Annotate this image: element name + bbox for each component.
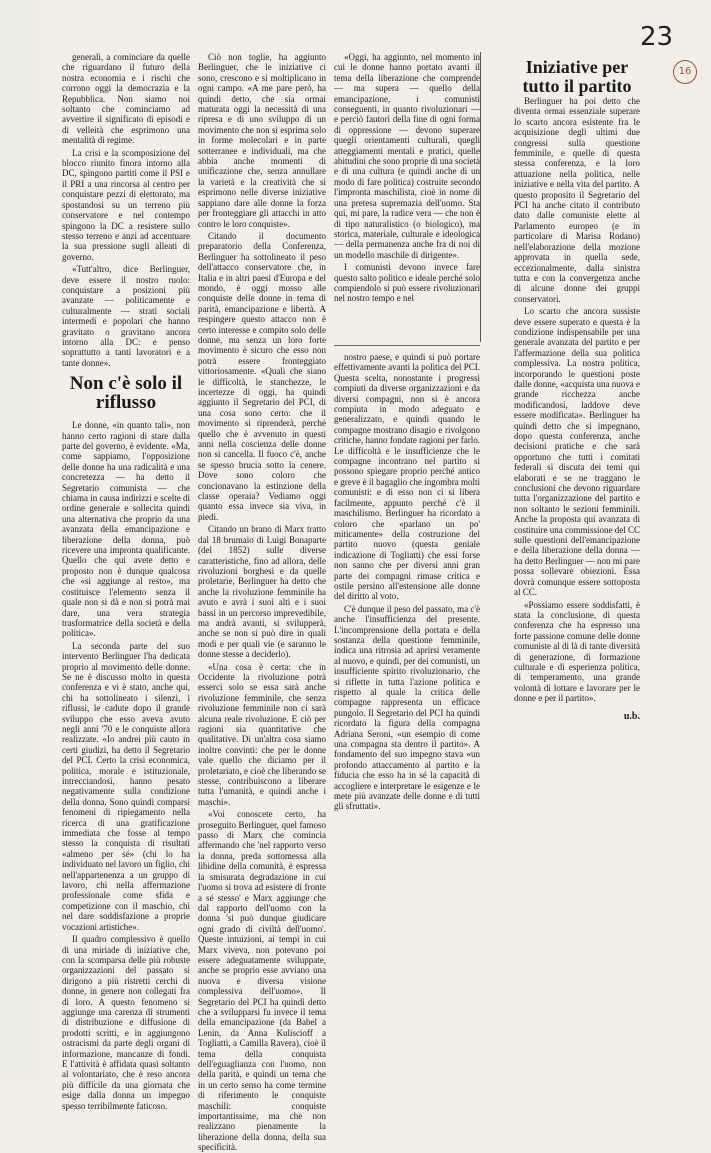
paragraph: «Possiamo essere soddisfatti, è stata la conclusione, di questa conferenza che ha espresso una forte passione comune delle donne comuniste al di là di tante diversità di generazione, di formazione culturale e di esperienza politica, di temperamento, una grande volontà di lottare e lavorare per le donne e per il partito». [514,599,640,704]
paragraph: «Una cosa è certa: che in Occidente la rivoluzione potrà esserci solo se essa sarà anche rivoluzione femminile, che senza rivoluzione femminile non ci sarà alcuna reale rivoluzione. E ciò per ragioni sia quantitative che qualitative. Di un'altra cosa siamo inoltre convinti: che per le donne vale quello che diciamo per il proletariato, e cioè che liberando se stesse, contribuiscono a liberare tutta l'umanità, e quindi anche i maschi». [198,661,326,807]
column-3 [334,352,480,1067]
col1-body-after [62,420,190,1111]
paragraph: Le donne, «in quanto tali», non hanno certo ragioni di stare dalla parte del governo, è evidente. «Ma, come sappiamo, l'opposizione delle donne ha una radicalità e una concretezza — ha detto il Segretario comunista — che chiama in causa indirizzi e scelte di ordine generale e sollecita quindi una alternativa che proprio da una avanzata della emancipazione e liberazione della donna, può ricevere una impronta qualificante. Quello che qui avete detto e proposto non è dunque qualcosa che «si aggiunge al resto», ma costituisce l'elemento senza il quale non si dà e non si potrà mai dare, una vera strategia trasformatrice della società e della politica». [62,420,190,639]
divider [334,345,480,346]
column-4 [514,96,640,856]
column-1 [62,52,190,1111]
headline-non-ce-solo-il-riflusso: Non c'è solo il riflusso [69,373,183,414]
paragraph: Il quadro complessivo è quello di una miriade di iniziative che, con la scomparsa delle più robuste organizzazioni del passato si dirigono a più ristretti cerchi di donne, in genere non collegati fra di loro. A questo fenomeno si aggiunge una carenza di strumenti di distribuzione e diffusione di prodotti scritti, e in aggiungono ostracismi da parte degli organi di informazione, mancanze di fondi. E l'attività è affidata quasi soltanto al volontariato, che è reso ancora più difficile da una giornata che esige dalla donna un impegno spesso terribilmente faticoso. [62,934,190,1111]
column-3-boxed [334,52,480,342]
paragraph: La crisi e la scomposizione del blocco riunito finora intorno alla DC, spingono partiti come il PSI e il PRI a una rincorsa al centro per conquistare pezzi di elettorato, ma spostandosi su un terreno più conservatore e nel contempo spingono la DC a resistere sullo stesso terreno e anzi ad accentuare la sua pressione sugli alleati di governo. [62,147,190,262]
paragraph: «Oggi, ha aggiunto, nel momento in cui le donne hanno portato avanti il tema della liberazione che comprende — ma supera — quello della emancipazione, i comunisti conseguenti, in quanto rivoluzionari — e perciò fautori della fine di ogni forma di oppressione — devono superare quegli orientamenti culturali, quegli atteggiamenti mentali e pratici, quelle abitudini che sono proprie di una società e di una cultura (e quindi anche di un modo di fare politica) costruite secondo l'impronta maschilista, cioè in nome di una pretesa supremazia dell'uomo. Sta qui, mi pare, la radice vera — che non è di tipo naturalistico (o biologico), ma storica, materiale, culturale e ideologica — della permanenza anche fra di noi di un modello maschile di dirigente». [334,52,480,260]
archive-stamp: 16 [673,60,697,84]
headline-iniziative-per-tutto-il-partito: Iniziative per tutto il partito [522,57,632,96]
paragraph: «Tutt'altro, dice Berlinguer, deve essere il nostro ruolo: conquistare a posizioni più avanzate — politicamente e culturalmente — strati sociali intermedi e popolari che hanno gravitato o gravitano ancora intorno alla DC: e penso soprattutto a tanti lavoratori e a tante donne». [62,264,190,368]
col1-body [62,52,190,368]
scan-left-margin [0,0,40,1080]
author-signature: u.b. [623,710,640,722]
paragraph: Citando il documento preparatorio della Conferenza, Berlinguer ha sottolineato il peso dell'attacco conservatore che, in Italia e in altri paesi d'Europa e del mondo, è oggi mosso alle conquiste delle donne in tema di parità, emancipazione e libertà. A respingere questo attacco non è certo interesse e compito solo delle donne, ma senza un loro forte movimento è sicuro che esso non potrà essere fronteggiato vittoriosamente. «Quali che siano le difficoltà, le stanchezze, le incertezze di oggi, ha quindi aggiunto il Segretario del PCI, di una cosa sono certo: che il movimento si riprenderà, perché quello che è avvenuto in questi anni nella coscienza delle donne non si cancella. Il fuoco c'è, anche se spesso brucia sotto la cenere. Dove sono coloro che concionavano la estinzione della classe operaia? Vediamo oggi quanto essa invece sia viva, in piedi. [198,230,326,522]
paragraph: Lo scarto che ancora sussiste deve essere superato e questa è la condizione indispensabile per una generale avanzata del partito e per l'affermazione della sua politica complessiva. La nostra politica, incorporando le questioni poste dalle donne, «acquista una nuova e grande ricchezza anche modificandosi, laddove deve essere modificata». Berlinguer ha quindi detto che si impegnano, dopo questa conferenza, anche decisioni pratiche e che sarà opportuno che tutti i comitati federali si discuta dei temi qui elaborati e se ne traggano le conclusioni che devono riguardare tutta l'organizzazione del partito e non soltanto le sezioni femminili. Anche la proposta qui avanzata di costituire una commissione del CC sulle questioni dell'emancipazione e della liberazione della donna — ha detto Berlinguer — non mi pare possa sollevare obiezioni. Essa dovrà comunque essere sottoposta al CC. [514,306,640,598]
column-2 [198,52,326,1153]
paragraph: C'è dunque il peso del passato, ma c'è anche l'insufficienza del presente. L'incomprensione della portata e della sostanza della questione femminile, indica una ritrosia ad aprirsi veramente al nuovo, e quindi, per dei comunisti, un insufficiente spirito rivoluzionario, che si riflette in tutta l'azione politica e rispetto al quale la critica delle compagne rappresenta un efficace pungolo. Il Segretario del PCI ha quindi ricordato la figura della compagna Adriana Seroni, «un esempio di come una compagna sta dentro il partito». A fondamento del suo impegno stava «un profondo attaccamento al partito e la fiducia che esso ha in sé la capacità di accogliere e interpretare le esigenze e le mete più avanzate delle donne e di tutti gli sfruttati». [334,603,480,812]
paragraph: generali, a cominciare da quelle che riguardano il futuro della nostra economia e i rischi che corrono oggi la democrazia e la Repubblica. Non siamo noi soltanto che cominciamo ad avvertire il significato di episodi e di velleità che esprimono una mentalità di regime. [62,52,190,146]
paragraph: «Voi conoscete certo, ha proseguito Berlinguer, quel famoso passo di Marx che comincia affermando che 'nel rapporto verso la donna, preda sottomessa alla libidine della comunità, è espressa la smisurata degradazione in cui l'uomo si trova ad esistere di fronte a sé stesso' e Marx aggiunge che dal rapporto dell'uomo con la donna 'si può dunque giudicare ogni grado di civiltà dell'uomo'. Queste intuizioni, ai tempi in cui Marx viveva, non potevano poi essere adeguatamente sviluppate, anche se proprio esse avviano una nuova e diversa visione complessiva dell'uomo». Il Segretario del PCI ha quindi detto che a svilupparsi fu invece il tema della emancipazione (da Babel a Lenin, da Anna Kuliscioff a Togliatti, a Camilla Ravera), cioè il tema della conquista dell'eguaglianza con l'uomo, non della parità, e quindi un tema che in un certo senso ha come termine di riferimento le conquiste maschili: conquiste importantissime, ma che non realizzano pienamente la liberazione della donna, della sua specificità. [198,809,326,1153]
paragraph: nostro paese, e quindi si può portare effettivamente avanti la politica del PCI. Questa scelta, nonostante i progressi compiuti da diverse organizzazioni e da diversi compagni, non si è ancora compiuta in modo adeguato e generalizzato, e quindi quando le compagne mostrano disagio e rivolgono critiche, hanno fondate ragioni per farlo. Le difficoltà e le insufficienze che le compagne incontrano nel partito si possono spiegare proprio perché antico e greve è il bagaglio che ingombra molti comunisti: e di esso non ci si libera facilmente, appunto perché c'è il maschilismo. Berlinguer ha ricordato a coloro che «parlano un po' miticamente» della costruzione del partito nuovo (questa geniale indicazione di Togliatti) che essi forse non sanno che per diversi anni gran parte dei compagni rimase critica e ostile persino all'estensione alle donne del diritto al voto. [334,352,480,602]
paragraph: La seconda parte del suo intervento Berlinguer l'ha dedicata proprio al movimento delle donne. Se ne è discusso molto in questa conferenza e vi è stato, anche qui, chi ha sottolineato i silenzi, i riflussi, le cadute dopo il grande sviluppo che esso aveva avuto negli anni '70 e le conquiste allora realizzate. «Io andrei più cauto in certi giudizi, ha detto il Segretario del PCI. Certo la crisi economica, politica, morale e istituzionale, intrecciandosi, hanno pesato negativamente sulla condizione della donna. Sono quindi comparsi fenomeni di ripiegamento nella ricerca di una gratificazione immediata che fosse al tempo stesso la conquista di risultati «almeno per sé» (chi lo ha individuato nel lavoro un figlio, chi nell'appartenenza a un gruppo di lavoro, chi nella affermazione professionale come sfida e competizione con il maschio, chi nel dare soddisfazione a proprie vocazioni artistiche». [62,640,190,932]
col4-body [514,96,640,704]
paragraph: Ciò non toglie, ha aggiunto Berlinguer, che le iniziative ci sono, crescono e si moltiplicano in ogni campo. «A me pare però, ha quindi detto, che sia ormai maturata oggi la necessità di una ripresa e di uno sviluppo di un movimento che non si esprima solo in forme molecolari e in parte sotterranee e individuali, ma che abbia anche momenti di unificazione che, senza annullare la varietà e la creatività che si esprimono nelle diverse iniziative sappiano dare alle donne la forza per fronteggiare gli attacchi in atto contro le loro conquiste». [198,52,326,229]
paragraph: Berlinguer ha poi detto che diventa ormai essenziale superare lo scarto ancora esistente fra le acquisizione degli ultimi due congressi sulla questione femminile, e quelle di questa stessa conferenza, e la loro attuazione nella politica, nelle iniziative e nella vita del partito. A questo proposito il Segretario del PCI ha anche citato il contributo dato dalle comuniste elette al Parlamento europeo (e in particolare di Marisa Rodano) nell'elaborazione della mozione approvata in quella sede, eccezionalmente, dalla sinistra tutta e con la convergenza anche di alcune donne dei gruppi conservatori. [514,96,640,304]
page-number: 23 [640,22,674,52]
paragraph: Citando un brano di Marx tratto dal 18 brumaio di Luigi Bonaparte (del 1852) sulle diverse caratteristiche, fino ad allora, delle rivoluzioni borghesi e da quelle proletarie, Berlinguer ha detto che anche la rivoluzione femminile ha avuto e avrà i suoi alti e i suoi bassi in un percorso imprevedibile, ma andrà avanti, si svilupperà, anche se non si può dire in quali modi e per quali vie (e saranno le donne stesse a deciderlo). [198,524,326,660]
paragraph: I comunisti devono invece fare questo salto politico e ideale perché solo compiendolo si può essere rivoluzionari nel nostro tempo e nel [334,262,480,304]
